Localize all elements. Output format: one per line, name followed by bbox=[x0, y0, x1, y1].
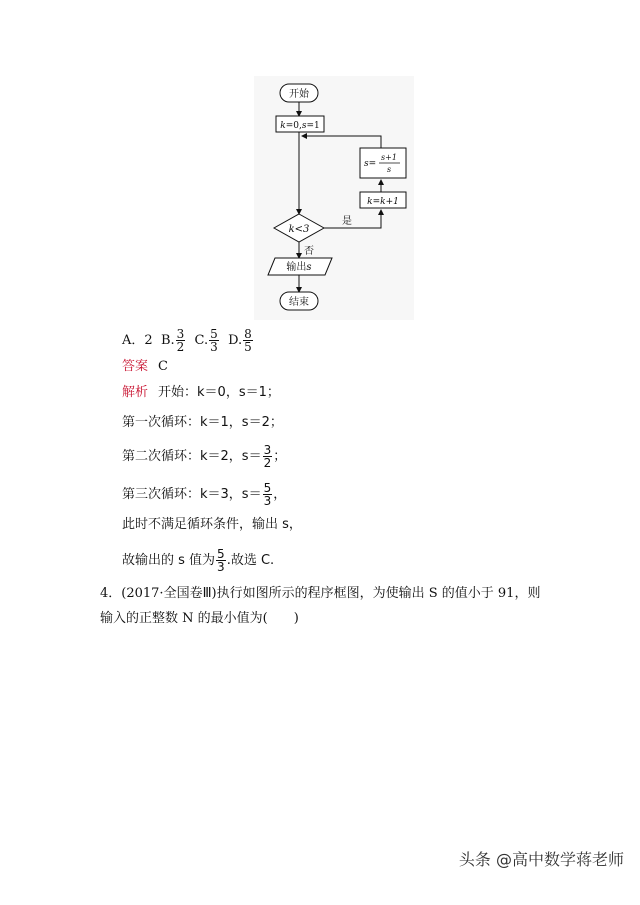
output-label: 输出s bbox=[286, 262, 312, 273]
start-label: 开始 bbox=[289, 89, 309, 100]
analysis-line-4: 此时不满足循环条件，输出 s， bbox=[122, 517, 302, 532]
update-k-label: k=k+1 bbox=[367, 197, 399, 207]
analysis-line-1: 第一次循环：k＝1，s＝2； bbox=[122, 415, 283, 430]
update-s-denominator: s bbox=[386, 165, 392, 174]
analysis-line-3: 第三次循环：k＝3，s＝ $\frac{5}{3}$ ， bbox=[122, 481, 287, 508]
answer-line bbox=[122, 358, 168, 376]
analysis-line-0 bbox=[122, 384, 280, 402]
option-c-label: C. bbox=[194, 333, 209, 348]
no-label: 否 bbox=[304, 246, 314, 257]
flowchart bbox=[254, 76, 414, 320]
option-d-label: D. bbox=[228, 333, 243, 348]
update-s-numerator: s+1 bbox=[381, 153, 397, 162]
analysis-label: 解析 bbox=[122, 385, 149, 400]
yes-label: 是 bbox=[342, 216, 352, 227]
question4-line-2: 输入的正整数 N 的最小值为( ) bbox=[100, 611, 299, 626]
option-d-fraction: $\frac{8}{5}$ bbox=[244, 327, 252, 354]
analysis-line-2: 第二次循环：k＝2，s＝ $\frac{3}{2}$ ； bbox=[122, 443, 287, 470]
answer-label: 答案 bbox=[122, 359, 149, 374]
condition-label: k<3 bbox=[288, 224, 310, 235]
option-a: A．2 bbox=[122, 333, 153, 348]
options-line bbox=[122, 328, 254, 353]
end-label: 结束 bbox=[289, 297, 309, 308]
option-b-label: B. bbox=[160, 333, 175, 348]
answer-value: C bbox=[158, 359, 168, 374]
analysis-start: 开始：k＝0，s＝1； bbox=[158, 385, 280, 400]
analysis-line-5: 故输出的 s 值为 $\frac{5}{3}$ .故选 C. bbox=[122, 547, 275, 574]
option-b-fraction: $\frac{3}{2}$ bbox=[176, 327, 185, 354]
init-label: k=0,s=1 bbox=[280, 121, 320, 131]
option-c-fraction: $\frac{5}{3}$ bbox=[210, 327, 218, 354]
update-s-left: s= bbox=[364, 159, 377, 169]
question4-line-1: 4．(2017·全国卷Ⅲ)执行如图所示的程序框图，为使输出 S 的值小于 91，则 bbox=[100, 586, 541, 601]
watermark: 头条 @高中数学蒋老师 bbox=[458, 850, 624, 869]
question4-source: 全国卷Ⅲ bbox=[163, 586, 212, 601]
